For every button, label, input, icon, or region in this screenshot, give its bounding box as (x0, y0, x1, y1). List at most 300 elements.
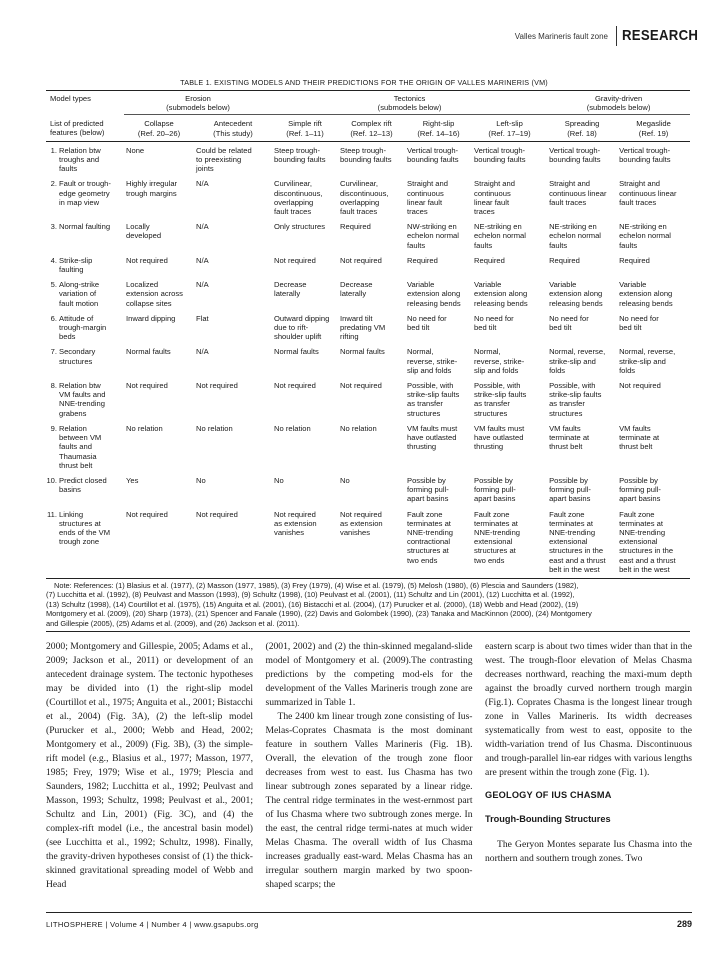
table-cell (617, 141, 690, 176)
table-cell (472, 507, 547, 579)
cell-line: slip and folds (474, 365, 519, 375)
feature-first-line (46, 280, 122, 289)
cell-line: No (196, 475, 206, 485)
cell-line: bounding faults (549, 155, 601, 165)
cell-line: VM faults must (407, 423, 458, 433)
cell-line: contractional (407, 537, 451, 547)
cell-line: Normal faults (274, 347, 319, 357)
cell-line: continuous linear (619, 188, 677, 198)
cell-line: to preexisting (196, 155, 242, 165)
table-cell (124, 473, 194, 507)
cell-line: bounding faults (407, 155, 459, 165)
table-cell (472, 141, 547, 176)
cell-line: releasing bends (619, 298, 673, 308)
cell-line: NNE-trending (619, 527, 666, 537)
cell-line: Locally (126, 222, 150, 232)
model-header-line: (Ref. 12–13) (350, 128, 393, 138)
feature-first-line (46, 179, 122, 188)
table-cell (338, 507, 405, 579)
cell-line: apart basins (474, 494, 516, 504)
cell-line: overlapping (340, 197, 380, 207)
cell-line: Not required (274, 381, 316, 391)
cell-line: terminates at (407, 518, 451, 528)
feature-text: Predict closed (59, 475, 107, 485)
table-cell (124, 344, 194, 378)
footer-sep: | (189, 920, 192, 929)
cell-line: Curvilinear, (274, 179, 312, 189)
cell-line: structures (474, 408, 508, 418)
cell-line: Not required (126, 381, 168, 391)
paragraph: The Geryon Montes separate Ius Chasma into the northern and southern trough zones. Two (485, 839, 692, 864)
cell-line: Vertical trough- (474, 145, 526, 155)
table-cell (272, 141, 338, 176)
table-cell (338, 277, 405, 311)
feature-text: edge geometry (59, 188, 110, 198)
table-cell (272, 176, 338, 219)
feature-text: faults (59, 164, 78, 174)
cell-line: Fault zone (407, 509, 443, 519)
note-line: (7) Lucchitta et al. (1992), (8) Peulvast and Masson (1993), (9) Schultz (1998), (10) Peulvast et al. (2001), (11) Schultz and Lin (2001), (12) Lucchitta et al. (1992), (46, 590, 575, 600)
paragraph: (2001, 2002) and (2) the thin-skinned megaland-slide model of Montgomery et al. (2009).The contrasting predictions by the competing mod-els for the development of the Valles Marineris trough zone are summarized in Table 1. (265, 641, 473, 708)
cell-line: Normal faults (340, 347, 385, 357)
cell-line: Possible by (549, 475, 588, 485)
models-table (46, 90, 690, 579)
table-cell (272, 378, 338, 421)
cell-line: Highly irregular (126, 179, 178, 189)
cell-line: east and a thrust (619, 555, 676, 565)
group-sub: (submodels below) (377, 103, 442, 113)
cell-line: Possible, with (549, 381, 596, 391)
cell-line: extension along (407, 289, 461, 299)
table-row (46, 253, 690, 277)
cell-line: two ends (407, 555, 438, 565)
cell-line: No relation (274, 423, 311, 433)
table-cell (338, 253, 405, 277)
table-cell (617, 507, 690, 579)
table-row (46, 378, 690, 421)
cell-line: N/A (196, 179, 209, 189)
cell-line: releasing bends (549, 298, 603, 308)
table-cell (547, 311, 617, 345)
note-line: Montgomery et al. (2009), (20) Sharp (1973), (21) Spencer and Fanale (1990), (22) Davis and Golombek (1990), (23) Tanaka and MacKinnon (2000), (24) Montgomery (46, 609, 592, 619)
cell-line: structures at (407, 546, 449, 556)
cell-line: Inward tilt (340, 313, 373, 323)
footer-sep: | (105, 920, 108, 929)
footer-sep: | (146, 920, 149, 929)
feature-first-line (46, 222, 122, 231)
table-row (46, 473, 690, 507)
table-cell (124, 378, 194, 421)
cell-line: Vertical trough- (619, 145, 671, 155)
cell-line: bounding faults (474, 155, 526, 165)
cell-line: No (274, 475, 284, 485)
table-cell (338, 311, 405, 345)
section-label: RESEARCH (622, 27, 699, 44)
note-line: Note: References: (1) Blasius et al. (1977), (2) Masson (1977, 1985), (3) Frey (1979), (4) Wise et al. (1979), (5) Melosh (1980), (6) Plescia and Saunders (1982), (54, 580, 579, 590)
cell-line: thrust belt (549, 442, 583, 452)
cell-line: folds (619, 365, 636, 375)
model-header-line: Simple rift (288, 119, 322, 129)
cell-line: NE-striking en (474, 222, 522, 232)
cell-line: trough margins (126, 188, 177, 198)
cell-line: releasing bends (407, 298, 461, 308)
cell-line: belt in the west (619, 564, 670, 574)
cell-line: Yes (126, 475, 139, 485)
table-cell (617, 473, 690, 507)
row-number: 1. (50, 145, 57, 155)
model-header-line: (Ref. 14–16) (417, 128, 460, 138)
feature-text: Fault or trough- (59, 179, 111, 189)
cell-line: continuous (407, 188, 444, 198)
feature-cell (46, 311, 124, 345)
cell-line: No relation (126, 423, 163, 433)
cell-line: developed (126, 231, 162, 241)
feature-cell (46, 344, 124, 378)
feature-text: between VM (59, 433, 102, 443)
cell-line: Not required (196, 509, 238, 519)
cell-line: structures (549, 408, 583, 418)
cell-line: NE-striking en (619, 222, 667, 232)
cell-line: Straight and (619, 179, 661, 189)
table-caption: TABLE 1. EXISTING MODELS AND THEIR PREDICTIONS FOR THE ORIGIN OF VALLES MARINERIS (VM) (180, 78, 548, 87)
cell-line: No relation (196, 423, 233, 433)
cell-line: Not required (340, 381, 382, 391)
cell-line: strike-slip faults (549, 390, 602, 400)
cell-line: Variable (407, 280, 435, 290)
table-cell (124, 277, 194, 311)
cell-line: as transfer (549, 399, 585, 409)
model-header-line: Antecedent (213, 119, 253, 129)
model-header-line: (Ref. 19) (638, 128, 669, 138)
cell-line: Steep trough- (340, 145, 387, 155)
cell-line: echelon normal (549, 231, 601, 241)
feature-first-line (46, 347, 122, 356)
table-cell (194, 473, 272, 507)
cell-line: Required (619, 255, 650, 265)
feature-cell (46, 253, 124, 277)
table-row (46, 219, 690, 253)
table-cell (617, 253, 690, 277)
table-cell (617, 311, 690, 345)
table-cell (472, 277, 547, 311)
table-cell (547, 378, 617, 421)
cell-line: bed tilt (474, 323, 497, 333)
feature-text: variation of (59, 289, 97, 299)
cell-line: Not required (619, 381, 661, 391)
cell-line: Not required (126, 509, 168, 519)
group-name: Tectonics (393, 94, 426, 103)
cell-line: Normal, (474, 347, 501, 357)
cell-line: bounding faults (274, 155, 326, 165)
table-cell (472, 311, 547, 345)
note-line: (13) Schultz (1998), (14) Courtillot et al. (1975), (15) Anguita et al. (2001), (16) Bistacchi et al. (2004), (17) Purucker et al. (2000), (18) Webb and Head (2002), (19) (46, 599, 579, 609)
cell-line: Fault zone (474, 509, 510, 519)
cell-line: have outlasted (474, 433, 524, 443)
cell-line: Not required (274, 509, 316, 519)
table-cell (124, 219, 194, 253)
cell-line: Vertical trough- (407, 145, 459, 155)
table-cell (194, 311, 272, 345)
cell-line: fault traces (619, 197, 657, 207)
cell-line: structures at (474, 546, 516, 556)
paragraph: The 2400 km linear trough zone consisting of Ius-Melas-Coprates Chasmata is the most dominant feature in southern Valles Marineris (Fig. 1B). Overall, the elevation of the trough zone floor decreases from west to east. Ius Chasma has two linear subtrough zones separated by a linear ridge. The central ridge terminates in the west-ernmost part of Ius Chasma where two subtrough zones merge. In the east, the central ridge termi-nates at much wider Melas Chasma. The overall width of Ius Chasma increases gradually east-ward. Melas Chasma has an irregular southern margin marked by two spoon-shaped scarps; the (265, 711, 473, 890)
group-name: Erosion (185, 94, 211, 103)
cell-line: echelon normal (474, 231, 526, 241)
cell-line: Not required (340, 509, 382, 519)
cell-line: belt in the west (549, 564, 600, 574)
feature-text: thrust belt (59, 460, 93, 470)
table-cell (617, 421, 690, 473)
table-cell (617, 277, 690, 311)
cell-line: VM faults (549, 423, 581, 433)
table-row (46, 176, 690, 219)
table-cell (405, 473, 472, 507)
cell-line: collapse sites (126, 298, 172, 308)
table-cell (272, 344, 338, 378)
feature-first-line (46, 256, 122, 265)
row-number: 7. (50, 347, 57, 357)
cell-line: Possible, with (474, 381, 521, 391)
cell-line: faults (407, 240, 426, 250)
cell-line: laterally (340, 289, 367, 299)
cell-line: Normal, (407, 347, 434, 357)
cell-line: overlapping (274, 197, 314, 207)
row-number: 5. (50, 280, 57, 290)
cell-line: Possible by (474, 475, 513, 485)
model-header-line: Spreading (564, 119, 600, 129)
cell-line: forming pull- (619, 485, 661, 495)
cell-line: Not required (340, 255, 382, 265)
table-cell (547, 507, 617, 579)
group-erosion (124, 91, 272, 115)
cell-line: No relation (340, 423, 377, 433)
cell-line: strike-slip and (549, 356, 596, 366)
model-header-line: Collapse (144, 119, 174, 129)
table-cell (472, 378, 547, 421)
cell-line: Decrease (340, 280, 373, 290)
table-cell (547, 473, 617, 507)
features-label (46, 115, 124, 141)
feature-text: Relation (59, 423, 87, 433)
cell-line: Required (549, 255, 580, 265)
table-cell (124, 421, 194, 473)
cell-line: Inward dipping (126, 313, 176, 323)
table-cell (405, 176, 472, 219)
model-header (547, 115, 617, 141)
column-2 (266, 640, 473, 892)
table-container (46, 90, 690, 632)
table-cell (338, 378, 405, 421)
cell-line: Not required (274, 255, 316, 265)
cell-line: Normal, reverse, (549, 347, 606, 357)
cell-line: Possible, with (407, 381, 454, 391)
cell-line: VM faults (619, 423, 651, 433)
cell-line: bounding faults (340, 155, 392, 165)
cell-line: Outward dipping (274, 313, 330, 323)
cell-line: echelon normal (407, 231, 459, 241)
cell-line: NNE-trending (549, 527, 596, 537)
cell-line: east and a thrust (549, 555, 606, 565)
row-number: 11. (47, 509, 57, 519)
footer-journal-line (46, 920, 259, 929)
cell-line: traces (474, 207, 495, 217)
cell-line: NNE-trending (407, 527, 454, 537)
group-header-row (46, 91, 690, 115)
cell-line: Not required (126, 255, 168, 265)
table-cell (472, 421, 547, 473)
table-cell (405, 344, 472, 378)
table-cell (547, 219, 617, 253)
model-header (194, 115, 272, 141)
cell-line: echelon normal (619, 231, 671, 241)
cell-line: reverse, strike- (407, 356, 458, 366)
model-header-line: (This study) (213, 128, 253, 138)
cell-line: as extension (340, 518, 383, 528)
table-cell (547, 141, 617, 176)
model-header-row (46, 115, 690, 141)
cell-line: terminates at (549, 518, 593, 528)
cell-line: predating VM (340, 323, 386, 333)
cell-line: Variable (549, 280, 577, 290)
table-cell (124, 176, 194, 219)
feature-cell (46, 507, 124, 579)
cell-line: laterally (274, 289, 301, 299)
section-heading: GEOLOGY OF IUS CHASMA (485, 790, 612, 800)
website: www.gsapubs.org (194, 920, 259, 929)
group-gravity (547, 91, 690, 115)
cell-line: slip and folds (407, 365, 452, 375)
feature-text: troughs and (59, 155, 100, 165)
table-cell (124, 311, 194, 345)
table-cell (272, 507, 338, 579)
cell-line: N/A (196, 222, 209, 232)
table-cell (194, 421, 272, 473)
row-number: 3. (50, 222, 57, 232)
label-line: List of predicted (50, 118, 104, 128)
table-cell (338, 219, 405, 253)
table-cell (617, 378, 690, 421)
paragraph: 2000; Montgomery and Gillespie, 2005; Adams et al., 2009; Jackson et al., 2011) or development of an antecedent drainage system. The tectonic hypotheses may be divided into (1) the right-slip model (Courtillot et al., 1975; Anguita et al., 2001; Bistacchi et al., 2004) (Fig. 3A), (2) the left-slip model (Purucker et al., 2000; Webb and Head, 2002; Montgomery et al., 2009) (Fig. 3B), (3) the simple-rift model (e.g., Blasius et al., 1977; Masson, 1977, 1985; Frey, 1979; Wise et al., 1979; Plescia and Saunders, 1982; Lucchitta et al., 1992; Peulvast and Masson, 1993; Schultz, 1998; Peulvast et al., 2001; Schultz and Lin, 2001) (Fig. 3C), and (4) the complex-rift model (i.e., the ancestral basin model) (see Lucchitta et al., 1992; Schultz, 1998). Finally, the gravity-driven hypotheses consist of (1) the thick-skinned gravitational spreading model of Webb and Head (46, 641, 253, 890)
feature-text: trough zone (59, 537, 100, 547)
model-header-line: (Ref. 18) (567, 128, 597, 138)
running-title: Valles Marineris fault zone (514, 32, 608, 41)
cell-line: No need for (474, 313, 514, 323)
table-cell (194, 507, 272, 579)
cell-line: bed tilt (619, 323, 642, 333)
cell-line: bed tilt (407, 323, 430, 333)
feature-cell (46, 219, 124, 253)
cell-line: thrusting (474, 442, 504, 452)
model-header-line: (Ref. 20–26) (137, 128, 181, 138)
cell-line: No need for (549, 313, 589, 323)
table-cell (194, 141, 272, 176)
cell-line: No need for (619, 313, 659, 323)
cell-line: joints (196, 164, 214, 174)
cell-line: structures in the (619, 546, 674, 556)
feature-text: grabens (59, 408, 87, 418)
cell-line: apart basins (549, 494, 591, 504)
cell-line: faults (474, 240, 493, 250)
cell-line: traces (407, 207, 428, 217)
model-header (472, 115, 547, 141)
row-number: 4. (50, 255, 57, 265)
cell-line: linear fault (407, 197, 443, 207)
footer-rule (46, 912, 692, 913)
cell-line: extension along (474, 289, 528, 299)
row-number: 8. (50, 381, 57, 391)
feature-text: Normal faulting (59, 222, 111, 232)
cell-line: strike-slip faults (407, 390, 460, 400)
table-cell (194, 344, 272, 378)
table-row (46, 421, 690, 473)
table-cell (272, 473, 338, 507)
table-cell (272, 253, 338, 277)
cell-line: linear fault (474, 197, 510, 207)
table-cell (472, 473, 547, 507)
cell-line: NE-striking en (549, 222, 597, 232)
cell-line: terminate at (619, 433, 660, 443)
feature-text: Strike-slip (59, 255, 93, 265)
cell-line: Decrease (274, 280, 307, 290)
feature-first-line (46, 476, 122, 485)
cell-line: faults (619, 240, 638, 250)
cell-line: thrusting (407, 442, 437, 452)
cell-line: fault traces (274, 207, 312, 217)
table-cell (405, 378, 472, 421)
cell-line: fault traces (549, 197, 587, 207)
cell-line: strike-slip and (619, 356, 666, 366)
cell-line: discontinuous, (274, 188, 323, 198)
table-cell (338, 421, 405, 473)
cell-line: extension across (126, 289, 183, 299)
table-row (46, 141, 690, 176)
table-cell (124, 507, 194, 579)
cell-line: Only structures (274, 222, 326, 232)
table-cell (194, 176, 272, 219)
table-row (46, 311, 690, 345)
table-cell (472, 253, 547, 277)
cell-line: bounding faults (619, 155, 671, 165)
feature-text: Along-strike (59, 280, 100, 290)
feature-first-line (46, 314, 122, 323)
feature-text: in map view (59, 197, 100, 207)
cell-line: extensional (619, 537, 658, 547)
cell-line: Required (340, 222, 371, 232)
cell-line: NW-striking en (407, 222, 457, 232)
feature-cell (46, 277, 124, 311)
table-cell (124, 141, 194, 176)
cell-line: Straight and (474, 179, 515, 189)
feature-cell (46, 141, 124, 176)
cell-line: vanishes (340, 527, 370, 537)
feature-cell (46, 473, 124, 507)
feature-text: Relation btw (59, 381, 101, 391)
cell-line: discontinuous, (340, 188, 389, 198)
cell-line: as extension (274, 518, 317, 528)
table-cell (338, 176, 405, 219)
table-cell (405, 507, 472, 579)
feature-first-line (46, 381, 122, 390)
feature-text: NNE-trending (59, 399, 106, 409)
feature-text: fault motion (59, 298, 99, 308)
cell-line: Curvilinear, (340, 179, 378, 189)
table-cell (194, 277, 272, 311)
feature-cell (46, 421, 124, 473)
model-header-line: (Ref. 1–11) (286, 128, 324, 138)
table-row (46, 507, 690, 579)
table-cell (472, 344, 547, 378)
cell-line: No need for (407, 313, 447, 323)
